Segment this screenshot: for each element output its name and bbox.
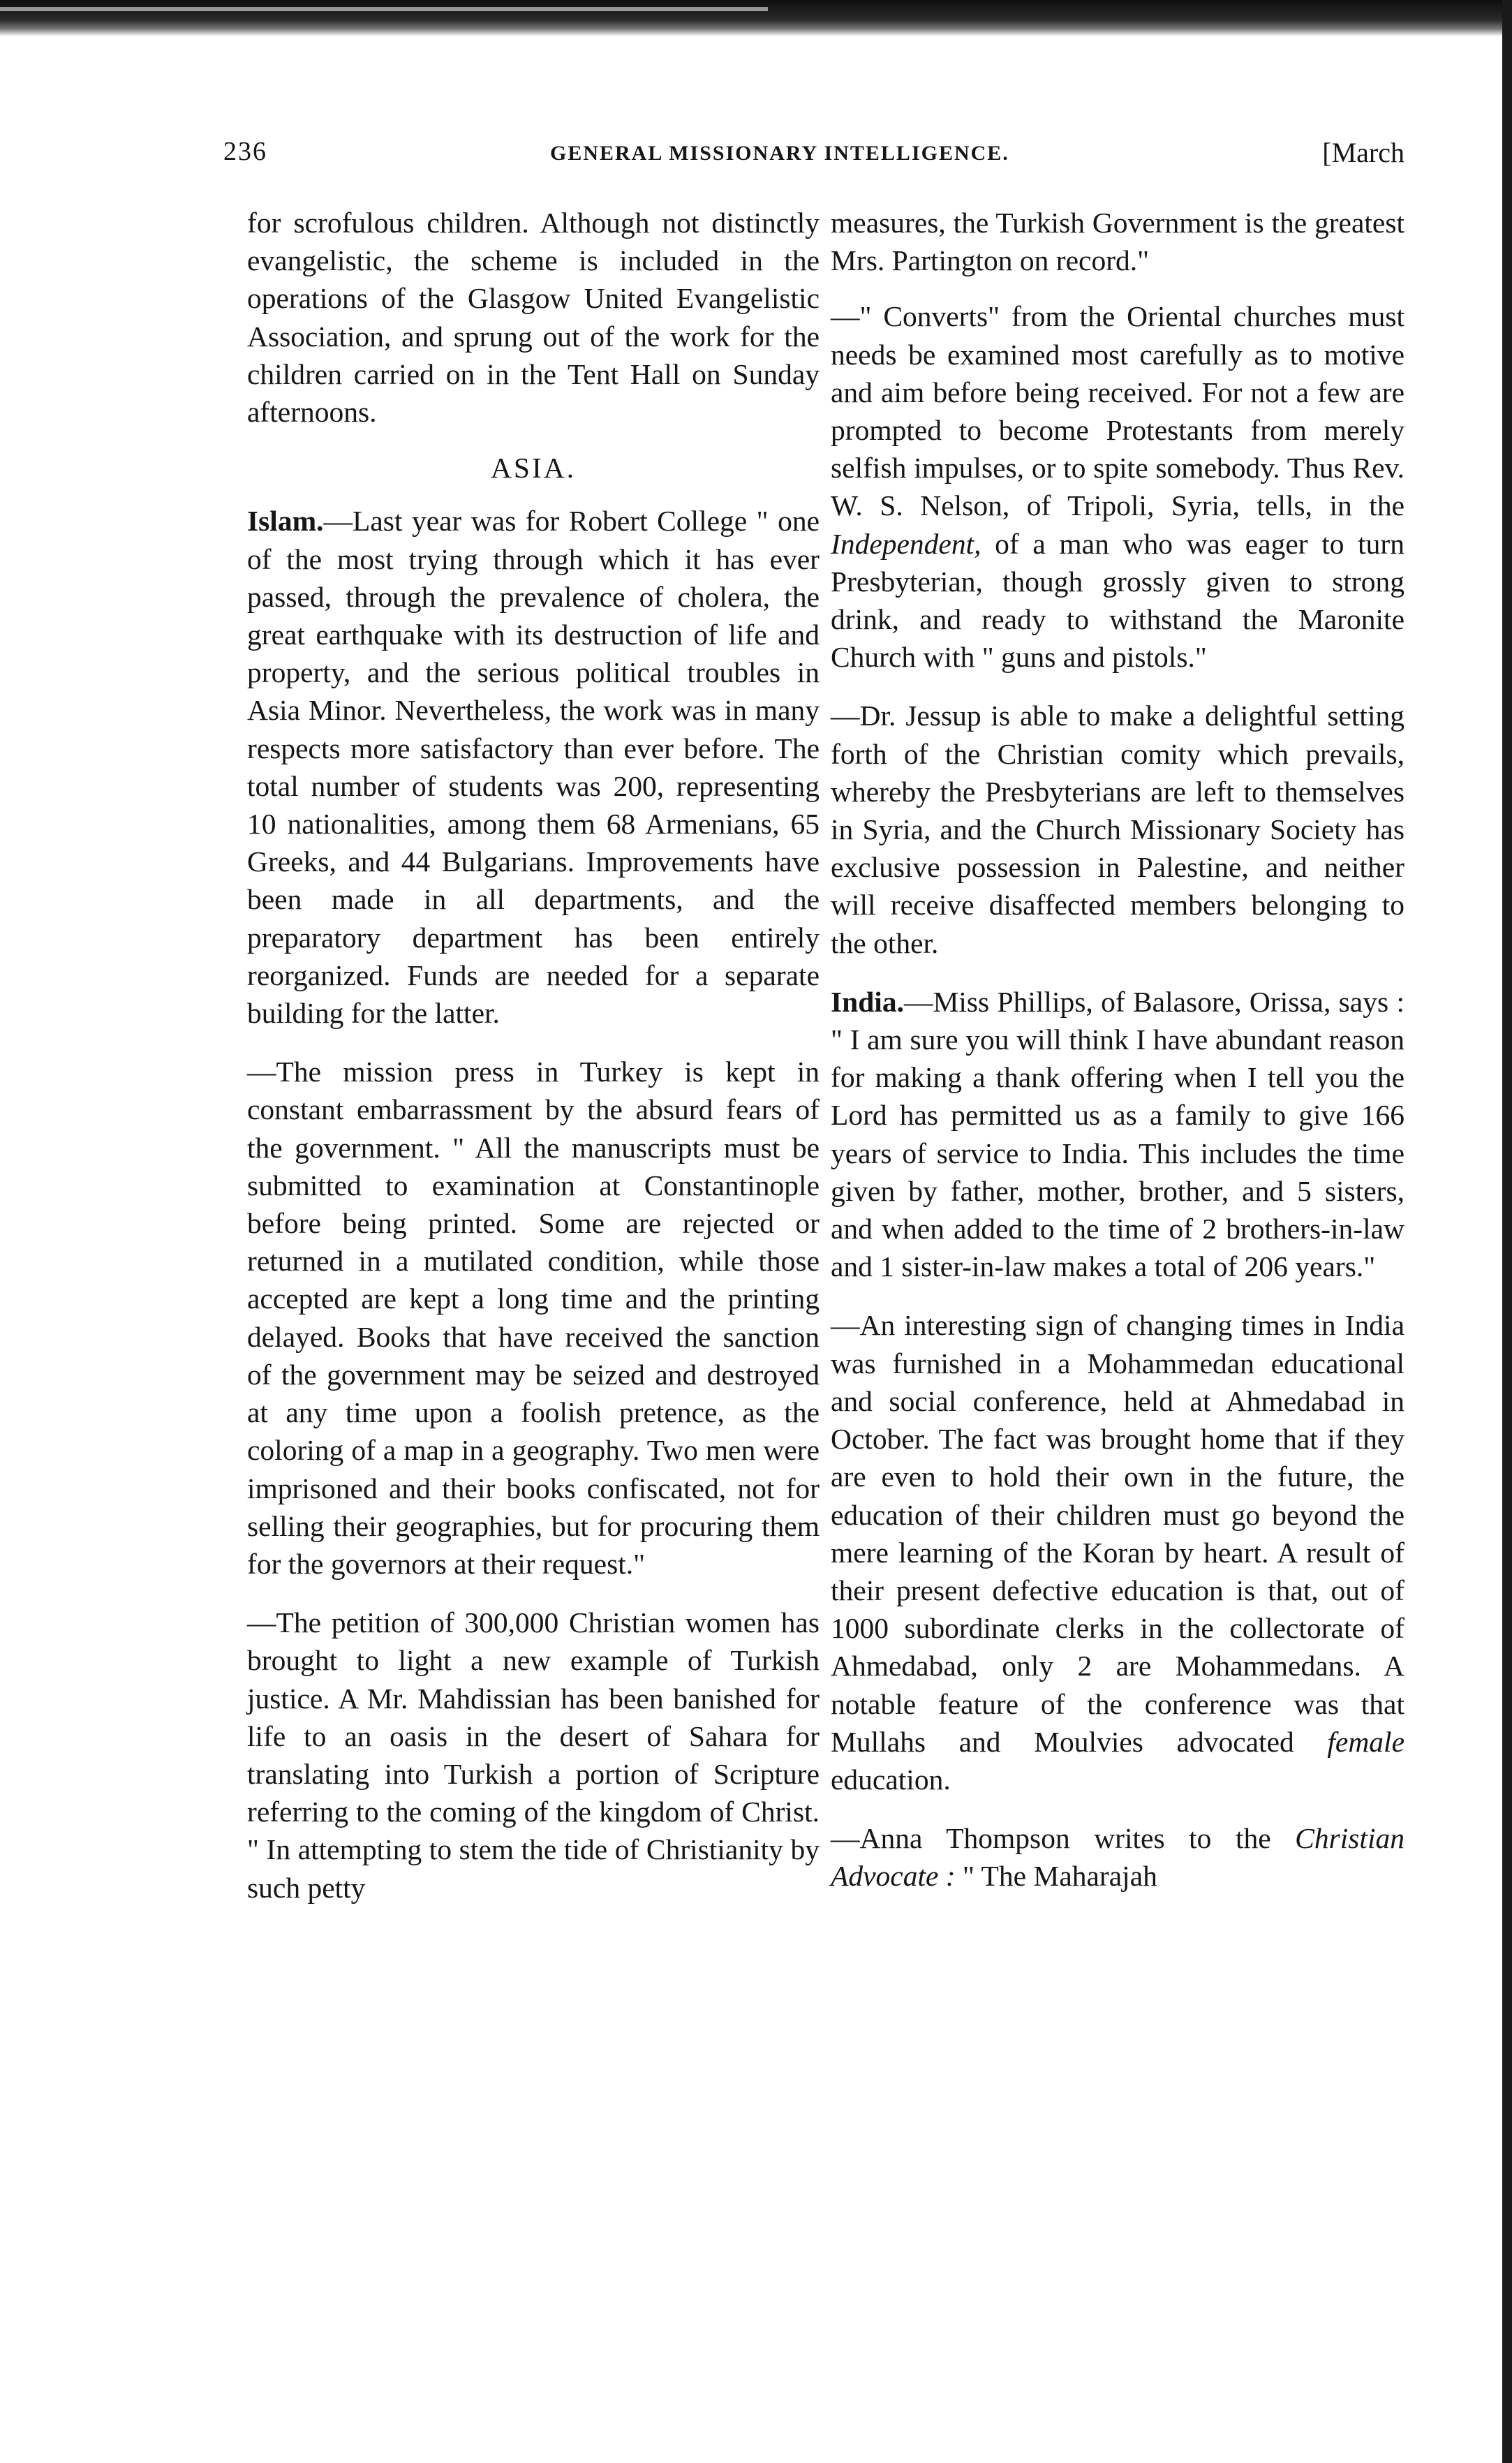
running-header	[223, 136, 1404, 178]
paragraph-thompson	[831, 1819, 1404, 1895]
page-number: 236	[223, 137, 267, 166]
converts-text-b: of a man who was eager to turn Presbyterian, though grossly given to strong drink, and ready to withstand the Maronite Church with " guns and pistols."	[831, 527, 1404, 674]
paragraph-mission-press: —The mission press in Turkey is kept in constant embarrassment by the absurd fears of the government. " All the manuscripts must be submitted to examination at Constantinople before being printed. Some are rejected or returned in a mutilated condition, while those accepted are kept a long time and the printing delayed. Books that have received the sanction of the government may be seized and destroyed at any time upon a foolish pretence, as the coloring of a map in a geography. Two men were imprisoned and their books confiscated, not for selling their geographies, but for procuring them for the governors at their request."	[247, 1056, 820, 1580]
left-column	[247, 204, 820, 1928]
paragraph-petition: —The petition of 300,000 Christian women has brought to light a new example of Turkish justice. A Mr. Mahdissian has been banished for life to an oasis in the desert of Sahara for translating into Turkish a portion of Scripture referring to the coming of the kingdom of Christ. " In attempting to stem the tide of Christianity by such petty	[247, 1606, 820, 1904]
running-title: GENERAL MISSIONARY INTELLIGENCE.	[550, 142, 1009, 165]
section-heading-asia: ASIA.	[490, 452, 577, 485]
thompson-text-a: —Anna Thompson writes to the	[831, 1822, 1296, 1855]
paragraph-india-text: —Miss Phillips, of Balasore, Orissa, says : " I am sure you will think I have abundant reason for making a thank offering when I tell you the Lord has permitted us as a family to give 166 years of service to India. This includes the time given by father, mother, brother, and 5 sisters, and when added to the time of 2 brothers-in-law and 1 sister-in-law makes a total of 206 years."	[831, 985, 1404, 1283]
paragraph-changing-times	[831, 1306, 1404, 1798]
paragraph-lead-islam: Islam.	[247, 505, 324, 538]
paragraph-islam	[247, 502, 820, 1032]
converts-text-a: —" Converts" from the Oriental churches must needs be examined most carefully as to motive and aim before being received. For not a few are prompted to become Protestants from merely selfish impulses, or to spite somebody. Thus Rev. W. S. Nelson, of Tripoli, Syria, tells, in the	[831, 300, 1404, 522]
right-column	[831, 204, 1404, 1916]
thompson-italic: Christian Advocate :	[831, 1822, 1404, 1893]
sign-italic: female	[1327, 1725, 1404, 1758]
thompson-text-b: " The Maharajah	[955, 1860, 1157, 1893]
scan-border-right	[1502, 0, 1512, 2463]
paragraph-turkish-continuation: measures, the Turkish Government is the greatest Mrs. Partington on record."	[831, 207, 1404, 277]
paragraph-converts	[831, 297, 1404, 676]
month-label: [March	[1322, 137, 1404, 168]
paragraph-scrofulous-continuation: for scrofulous children. Although not distinctly evangelistic, the scheme is included in the operations of the Glasgow United Evangelistic Association, and sprung out of the work for the children carried on in the Tent Hall on Sunday afternoons.	[247, 207, 820, 429]
converts-italic: Independent,	[831, 527, 981, 560]
sign-text-b: education.	[831, 1763, 951, 1796]
paragraph-india	[831, 983, 1404, 1286]
scan-border-top	[0, 0, 1512, 36]
paragraph-islam-text: —Last year was for Robert College " one of the most trying through which it has ever passed, through the prevalence of cholera, the great earthquake with its destruction of life and property, and the serious political troubles in Asia Minor. Nevertheless, the work was in many respects more satisfactory than ever before. The total number of students was 200, representing 10 nationalities, among them 68 Armenians, 65 Greeks, and 44 Bulgarians. Improvements have been made in all departments, and the preparatory department has been entirely reorganized. Funds are needed for a separate building for the latter.	[247, 505, 820, 1030]
sign-text-a: —An interesting sign of changing times in India was furnished in a Mohammedan educational and social conference, held at Ahmedabad in October. The fact was brought home that if they are even to hold their own in the future, the education of their children must go beyond the mere learning of the Koran by heart. A result of their present defective education is that, out of 1000 subordinate clerks in the collectorate of Ahmedabad, only 2 are Mohammedans. A notable feature of the conference was that Mullahs and Moulvies advocated	[831, 1309, 1404, 1758]
paragraph-jessup: —Dr. Jessup is able to make a delightful setting forth of the Christian comity which prevails, whereby the Presbyterians are left to themselves in Syria, and the Church Missionary Society has exclusive possession in Palestine, and neither will receive disaffected members belonging to the other.	[831, 700, 1404, 959]
paragraph-lead-india: India.	[831, 985, 904, 1018]
